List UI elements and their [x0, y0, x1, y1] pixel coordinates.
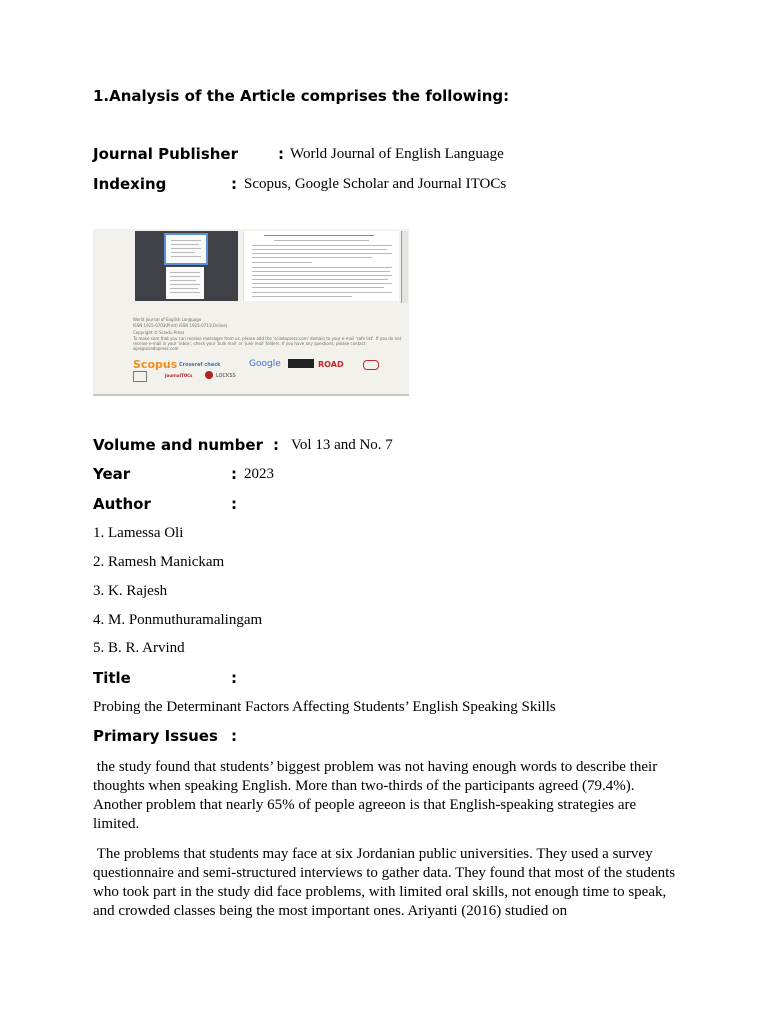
journal-contact-email: wjel@sciedupress.com [133, 346, 179, 351]
journal-notice-line-1: To make sure that you can receive messages from us, please add the 'sciedupress.com' domain to your e-mail 'safe list'. If you do not [133, 336, 402, 341]
pdf-article-preview [243, 231, 399, 301]
author-colon: : [231, 495, 237, 513]
author-item: 5. B. R. Arvind [93, 640, 185, 656]
article-title: Probing the Determinant Factors Affecting Students’ English Speaking Skills [93, 699, 556, 715]
indexing-colon: : [231, 175, 237, 193]
author-label: Author [93, 495, 151, 513]
google-scholar-logo: Google [249, 359, 281, 369]
title-colon: : [231, 669, 237, 687]
indexing-value: Scopus, Google Scholar and Journal ITOCs [244, 176, 507, 192]
publisher-colon: : [278, 145, 284, 163]
scopus-logo: Scopus [133, 358, 178, 371]
publisher-value: World Journal of English Language [290, 146, 504, 162]
volume-value: Vol 13 and No. 7 [291, 437, 393, 453]
primary-issues-paragraph-2: The problems that students may face at six Jordanian public universities. They used a survey questionnaire and semi-structured interviews to gather data. They found that most of the students who took part in the study did face problems, with limited oral skills, not enough time to speak, and crowded classes being the most important ones. Ariyanti (2016) studied on [93, 846, 679, 919]
lockss-logo: LOCKSS [216, 373, 236, 379]
journal-issn-text: ISSN 1925-0703(Print) ISSN 1925-0711(Online) [133, 323, 228, 328]
indexing-label: Indexing [93, 175, 167, 193]
lockss-icon [205, 371, 213, 379]
pdf-scrollbar [401, 231, 408, 303]
year-value: 2023 [244, 466, 274, 482]
year-colon: : [231, 465, 237, 483]
publisher-label: Journal Publisher [93, 145, 238, 163]
primary-issues-paragraph-1: the study found that students’ biggest problem was not having enough words to describe their thoughts when speaking English. More than two-thirds of the participants agreed (79.4%). Another problem that nearly 65% of people agreeon is that English-speaking strategies are limited. [93, 759, 661, 832]
road-logo: ROAD [318, 360, 344, 369]
pdf-thumbnail-page-2 [166, 267, 204, 299]
volume-colon: : [273, 436, 279, 454]
author-item: 2. Ramesh Manickam [93, 554, 225, 570]
year-label: Year [93, 465, 131, 483]
primary-issues-label: Primary Issues [93, 727, 218, 745]
volume-label: Volume and number [93, 436, 263, 454]
doaj-logo [288, 359, 314, 368]
misc-index-logo [133, 371, 147, 382]
journal-notice-line-2: receive e-mail in your 'inbox', check your 'bulk mail' or 'junk mail' folders. If you have any questions, please contact: [133, 341, 367, 346]
author-item: 1. Lamessa Oli [93, 525, 184, 541]
document-heading: 1.Analysis of the Article comprises the following: [93, 87, 510, 105]
author-item: 3. K. Rajesh [93, 583, 168, 599]
crossref-logo: Crossref check [179, 362, 221, 368]
journal-page-screenshot [93, 229, 409, 396]
journal-copyright-text: Copyright © Sciedu Press [133, 330, 185, 335]
title-label: Title [93, 669, 131, 687]
journal-name-text: World Journal of English Language [133, 317, 202, 322]
oclc-logo [363, 360, 379, 370]
primary-issues-colon: : [231, 727, 237, 745]
author-item: 4. M. Ponmuthuramalingam [93, 612, 263, 628]
pdf-thumbnail-page-1 [164, 233, 208, 265]
pdf-thumbnail-sidebar [135, 231, 238, 301]
journaltocs-logo: JournalTOCs [165, 373, 193, 378]
